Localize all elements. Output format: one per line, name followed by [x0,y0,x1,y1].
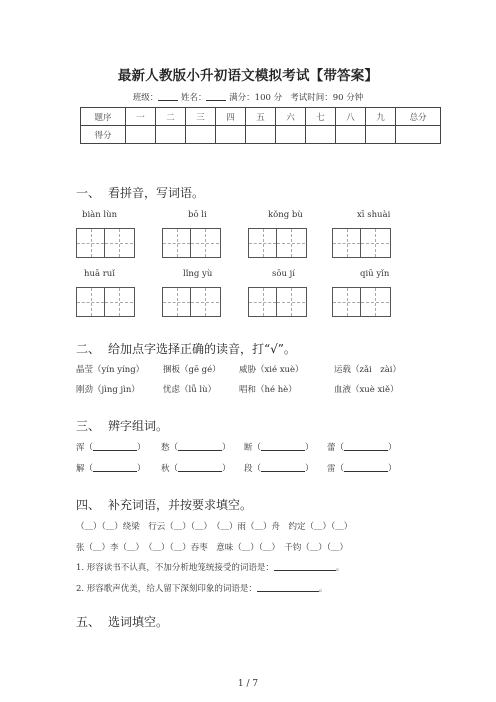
header-cell: 六 [276,108,306,126]
close-paren: ） [137,443,146,453]
name-label: 姓名： [180,93,207,103]
word-group-item [244,462,314,474]
pinyin: lǐng yù [183,269,213,279]
score-table [80,107,441,144]
page-title: 最新人教版小升初语文模拟考试【带答案】 [117,68,379,84]
section-2-heading [76,340,296,357]
writing-grid[interactable] [332,287,391,317]
score-cell[interactable] [306,126,336,144]
score-cell[interactable] [396,126,441,144]
char-label: 雷（ [327,464,345,474]
reading-option[interactable]: 刚劲（jìng jìn） [76,385,140,395]
close-paren: ） [222,464,231,474]
header-cell: 一 [126,108,156,126]
question-1 [76,561,344,573]
score-table-header-row [81,108,441,126]
answer-blank[interactable] [274,562,336,571]
writing-grid[interactable] [248,228,307,258]
pinyin: kǒng bù [268,210,303,220]
section-title: 给加点字选择正确的读音，打“√”。 [108,342,296,356]
answer-blank[interactable] [261,463,305,472]
close-paren: ） [222,443,231,453]
pinyin: biàn lùn [82,210,118,220]
char-label: 愁（ [161,443,179,453]
score-cell[interactable] [366,126,396,144]
header-cell: 四 [216,108,246,126]
char-label: 段（ [244,464,262,474]
close-paren: ） [305,443,314,453]
idiom-fill-row[interactable]: 张（＿）李（＿） （＿）（＿）吞枣 意味（＿）（＿） 千钧（＿）（＿） [76,543,349,553]
section-number: 四、 [76,498,101,512]
section-number: 二、 [76,342,101,356]
answer-blank[interactable] [257,583,319,592]
header-cell: 题序 [81,108,126,126]
writing-grid[interactable] [332,228,391,258]
pinyin: sōu jí [272,269,296,279]
word-group-item [327,462,397,474]
section-number: 五、 [76,615,101,629]
section-title: 看拼音，写词语。 [108,186,205,200]
answer-blank[interactable] [178,463,222,472]
question-text: 2. 形容歌声优美，给人留下深刻印象的词语是： [76,584,257,594]
close-paren: ） [305,464,314,474]
reading-option[interactable]: 血液（xuè xiě） [334,385,399,395]
section-title: 补充词语，并按要求填空。 [108,498,253,512]
reading-option[interactable]: 晶莹（yín yíng） [76,365,145,375]
name-blank[interactable] [206,92,226,101]
period: 。 [318,584,328,594]
pinyin: huā ruǐ [84,269,115,279]
section-number: 一、 [76,186,101,200]
section-number: 三、 [76,419,101,433]
score-cell[interactable] [336,126,366,144]
header-cell: 五 [246,108,276,126]
pinyin: bō li [188,210,207,220]
word-group-item [76,441,146,453]
word-group-item [327,441,397,453]
section-title: 选词填空。 [108,615,169,629]
answer-blank[interactable] [93,442,137,451]
score-cell[interactable] [156,126,186,144]
char-label: 解（ [76,464,94,474]
reading-option[interactable]: 捆板（gē gé） [163,365,221,375]
score-table-score-row [81,126,441,144]
writing-grid[interactable] [248,287,307,317]
header-cell: 八 [336,108,366,126]
word-group-item [76,462,146,474]
header-cell: 七 [306,108,336,126]
score-cell[interactable] [216,126,246,144]
answer-blank[interactable] [93,463,137,472]
char-label: 浑（ [76,443,94,453]
pinyin: xī shuài [357,210,391,220]
page-number: 1 / 7 [237,679,259,689]
char-label: 秋（ [161,464,179,474]
reading-option[interactable]: 威胁（xié xuè） [239,365,304,375]
exam-info [0,91,496,103]
word-group-item [161,462,231,474]
class-blank[interactable] [158,92,178,101]
score-cell[interactable] [186,126,216,144]
score-cell[interactable] [246,126,276,144]
section-title: 辨字组词。 [108,419,169,433]
reading-option[interactable]: 忧虑（lǚ lù） [163,385,217,395]
char-label: 蕾（ [327,443,345,453]
question-2 [76,582,327,594]
close-paren: ） [388,443,397,453]
section-4-heading [76,496,252,513]
score-cell[interactable] [276,126,306,144]
header-cell: 总分 [396,108,441,126]
exam-time: 考试时间：90 分钟 [290,93,364,103]
answer-blank[interactable] [178,442,222,451]
char-label: 断（ [244,443,262,453]
answer-blank[interactable] [261,442,305,451]
header-cell: 三 [186,108,216,126]
answer-blank[interactable] [344,463,388,472]
score-cell[interactable] [126,126,156,144]
question-text: 1. 形容读书不认真，不加分析地笼统接受的词语是： [76,563,274,573]
class-label: 班级： [132,93,159,103]
full-score: 满分：100 分 [229,93,283,103]
section-5-heading [76,613,168,630]
writing-grid[interactable] [162,287,221,317]
reading-option[interactable]: 运载（zǎi zài） [334,365,402,375]
section-1-heading [76,184,204,201]
idiom-fill-row[interactable]: （＿）（＿）绕梁 行云（＿）（＿） （＿）雨（＿）舟 约定（＿）（＿） [76,522,353,532]
word-group-item [161,441,231,453]
answer-blank[interactable] [344,442,388,451]
writing-grid[interactable] [162,228,221,258]
header-cell: 九 [366,108,396,126]
row-label: 得分 [81,126,126,144]
word-group-item [244,441,314,453]
reading-option[interactable]: 唱和（hé hè） [239,385,297,395]
pinyin: qiū yǐn [360,269,390,279]
section-3-heading [76,417,168,434]
close-paren: ） [388,464,397,474]
writing-grid[interactable] [76,228,135,258]
close-paren: ） [137,464,146,474]
writing-grid[interactable] [76,287,135,317]
period: 。 [335,563,345,573]
header-cell: 二 [156,108,186,126]
